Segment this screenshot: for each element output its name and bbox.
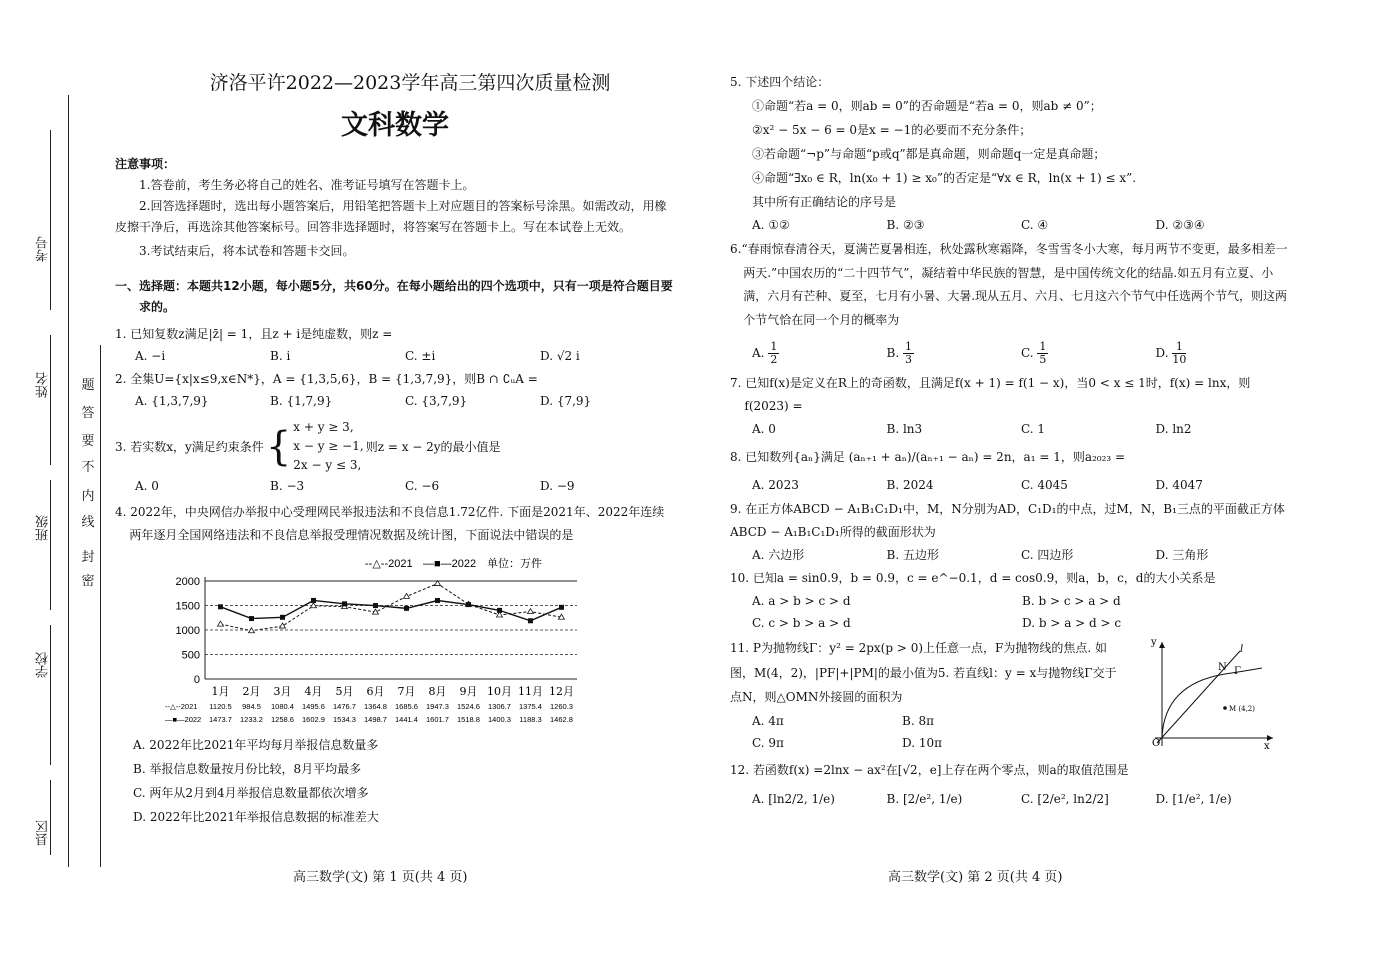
option: B. 五边形 (886, 548, 939, 562)
data-label: 1120.5 (209, 702, 232, 711)
data-label: 1375.4 (519, 702, 542, 711)
data-label: 1188.3 (519, 715, 542, 724)
y-tick-label: 1500 (175, 600, 200, 613)
denominator: 10 (1172, 353, 1187, 366)
option: C. −6 (405, 479, 440, 493)
subject-title: 文科数学 (341, 110, 449, 141)
y-label: y (1151, 637, 1157, 648)
note-item: 1.答卷前，考生务必将自己的姓名、准考证号填写在答题卡上。 (139, 178, 475, 192)
option-letter: A. (752, 346, 765, 360)
option: C. ±i (405, 349, 436, 363)
m-label: M (4,2) (1229, 705, 1255, 713)
point-2022 (497, 608, 502, 613)
fraction (1172, 341, 1186, 366)
field-line (50, 625, 51, 765)
option: B. [2/e², 1/e) (886, 791, 963, 806)
option: D. 4047 (1155, 478, 1203, 492)
option: D. √2 i (540, 349, 580, 363)
q5-item: ②x² − 5x − 6 = 0是x = −1的必要而不充分条件； (752, 123, 1032, 137)
option: A. {1,3,7,9} (135, 394, 209, 408)
case: x + y ≥ 3, (293, 420, 354, 434)
table-row-label: —■—2022 (165, 715, 202, 724)
options-q3 (115, 475, 675, 497)
q5-item: ①命题“若a = 0，则ab = 0”的否命题是“若a = 0，则ab ≠ 0”； (752, 99, 1102, 113)
y-tick-label: 1000 (175, 625, 200, 637)
x-tick-label: 7月 (397, 685, 416, 698)
option: D. ②③④ (1155, 218, 1205, 232)
origin-label: O (1152, 738, 1161, 749)
question-6: 6.“春雨惊春清谷天，夏满芒夏暑相连，秋处露秋寒霜降，冬雪雪冬小大寒，每月两节不变更，最多相差一两天.”中国农历的“二十四节气”，凝结着中华民族的智慧，是中国传统文化的结晶.如五月有立夏、小满，六月有芒种、夏至，七月有小暑、大暑.现从五月、六月、七月这六个节气中任选两个节气，则这两个节气恰在同一个月的概率为 (730, 242, 1288, 327)
x-tick-label: 8月 (428, 685, 447, 698)
q3-stem-post: 则z = x − 2y的最小值是 (365, 440, 501, 454)
note-item: 2.回答选择题时，选出每小题答案后，用铅笔把答题卡上对应题目的答案标号涂黑。如需改动，用橡皮擦干净后，再选涂其他答案标号。回答非选择题时，将答案写在答题卡上。写在本试卷上无效。 (115, 199, 667, 234)
seal-char: 要 (81, 434, 95, 449)
x-tick-label: 1月 (211, 685, 230, 698)
question-4: 4. 2022年，中央网信办举报中心受理网民举报违法和不良信息1.72亿件. 下面是2021年、2022年连续两年逐月全国网络违法和不良信息举报受理情况数据及统计图，下面说法中错误的是 (115, 505, 665, 542)
option: D. 三角形 (1155, 548, 1209, 562)
series-line-2022 (221, 600, 562, 620)
footer-right: 高三数学(文) 第 2 页(共 4 页) (888, 870, 1063, 885)
data-label: 1602.9 (302, 715, 325, 724)
question-12: 12. 若函数f(x) =2lnx − ax²在[√2，e]上存在两个零点，则a的取值范围是 (730, 762, 1129, 777)
data-label: 1534.3 (333, 715, 356, 724)
option: D. 2022年比2021年举报信息数据的标准差大 (133, 810, 379, 824)
legend-2022: —■—2022 (423, 558, 477, 570)
option: C. 两年从2月到4月举报信息数量都依次增多 (133, 786, 369, 800)
option: A. 六边形 (752, 548, 805, 562)
option: B. 举报信息数量按月份比较，8月平均最多 (133, 762, 362, 776)
data-label: 1473.7 (209, 715, 232, 724)
q5-item: ③若命题“¬p”与命题“p或q”都是真命题，则命题q一定是真命题； (752, 147, 1106, 161)
point-2022 (404, 606, 409, 611)
seal-char: 不 (81, 460, 95, 475)
line-l (1157, 651, 1240, 743)
y-arrow (1159, 642, 1165, 648)
legend-unit: 单位：万件 (487, 557, 542, 570)
seal-char: 内 (81, 489, 95, 504)
option: A. a > b > c > d (752, 594, 851, 608)
point-2022 (528, 618, 533, 623)
option: A. 0 (135, 479, 159, 493)
options-q4 (115, 733, 675, 829)
option: B. ②③ (886, 218, 925, 232)
point-2022 (373, 603, 378, 608)
point-2022 (311, 598, 316, 603)
option: A. 0 (752, 422, 776, 436)
field-name: 姓名 (36, 372, 51, 398)
option: A. −i (135, 349, 166, 363)
point-2022 (280, 615, 285, 620)
data-label: 984.5 (242, 702, 261, 711)
option: D. ln2 (1155, 422, 1192, 436)
field-school: 学校 (36, 652, 51, 678)
data-label: 1364.8 (364, 702, 387, 711)
seal-char: 密 (81, 574, 95, 589)
option-letter: C. (1021, 346, 1034, 360)
data-label: 1498.7 (364, 715, 387, 724)
x-tick-label: 12月 (549, 685, 574, 698)
option: C. 4045 (1021, 478, 1068, 492)
binding-line-inner (100, 345, 101, 867)
option: D. −9 (540, 479, 575, 493)
point-2021 (218, 621, 224, 626)
option (887, 336, 1022, 370)
denominator: 5 (1039, 353, 1047, 366)
options-q6 (730, 336, 1290, 370)
field-line (50, 780, 51, 855)
data-label: 1685.6 (395, 702, 418, 711)
point-2021 (280, 623, 286, 628)
option-letter: D. (1155, 346, 1169, 360)
point-2022 (249, 616, 254, 621)
point-m (1223, 706, 1227, 710)
fraction (1037, 341, 1048, 366)
field-exam-number: 考号 (36, 236, 51, 262)
parabola-figure (1150, 636, 1280, 751)
option: C. {3,7,9} (405, 394, 468, 408)
options-q8 (730, 474, 1290, 496)
denominator: 2 (770, 353, 778, 366)
data-label: 1080.4 (271, 702, 294, 711)
option: C. 四边形 (1021, 548, 1074, 562)
numerator: 1 (770, 340, 778, 353)
option: B. i (270, 349, 291, 363)
left-page (115, 68, 675, 829)
question-11: 11. P为抛物线Γ：y² = 2px(p > 0)上任意一点，F为抛物线的焦点. 如图，M(4，2)，|PF|+|PM|的最小值为5. 若直线l：y = x与抛物线Γ交于点N，则△OMN外接圆的面积为 (730, 641, 1117, 704)
data-label: 1400.3 (488, 715, 511, 724)
option: A. ①② (752, 218, 790, 232)
question-5: 5. 下述四个结论： (730, 75, 830, 89)
data-label: 1441.4 (395, 715, 418, 724)
y-tick-label: 500 (181, 649, 200, 662)
y-tick-label: 0 (193, 674, 200, 686)
footer-left: 高三数学(文) 第 1 页(共 4 页) (293, 870, 468, 885)
notes-heading: 注意事项： (115, 157, 176, 171)
q5-item: ④命题“∃x₀ ∈ R，ln(x₀ + 1) ≥ x₀”的否定是“∀x ∈ R，ln(x + 1) ≤ x”. (752, 171, 1137, 185)
field-line (50, 130, 51, 310)
question-11-block (730, 636, 1290, 754)
table-row-label: --△--2021 (165, 702, 198, 711)
case: 2x − y ≤ 3, (293, 458, 362, 472)
field-district: 县区 (36, 820, 51, 846)
numerator: 1 (904, 340, 912, 353)
seal-char: 题 (81, 378, 95, 393)
x-tick-label: 6月 (366, 685, 385, 698)
line-chart (115, 549, 675, 727)
point-2022 (466, 602, 471, 607)
x-tick-label: 2月 (242, 685, 261, 698)
x-tick-label: 11月 (518, 685, 543, 698)
legend-2021: --△--2021 (365, 558, 413, 570)
options-q7 (730, 418, 1290, 440)
option: C. c > b > a > d (752, 616, 851, 630)
denominator: 3 (904, 353, 912, 366)
point-2022 (342, 601, 347, 606)
question-9: 9. 在正方体ABCD − A₁B₁C₁D₁中，M，N分别为AD，C₁D₁的中点，过M，N，B₁三点的平面截正方体ABCD − A₁B₁C₁D₁所得的截面形状为 (730, 502, 1285, 539)
x-tick-label: 3月 (273, 685, 292, 698)
data-label: 1462.8 (550, 715, 573, 724)
fraction (768, 341, 779, 366)
y-tick-label: 2000 (175, 576, 200, 588)
n-label: N (1218, 662, 1227, 673)
point-2022 (218, 604, 223, 609)
option: D. [1/e², 1/e) (1155, 791, 1232, 806)
options-q9 (730, 544, 1290, 566)
option: D. b > a > d > c (1022, 616, 1122, 630)
x-tick-label: 4月 (304, 685, 323, 698)
option: A. 2022年比2021年平均每月举报信息数量多 (133, 738, 379, 752)
option: D. {7,9} (540, 394, 592, 408)
data-label: 1524.6 (457, 702, 480, 711)
option: C. 1 (1021, 422, 1046, 436)
point-2022 (559, 605, 564, 610)
binding-line-outer (68, 95, 69, 867)
point-2022 (435, 598, 440, 603)
q5-tail: 其中所有正确结论的序号是 (752, 195, 897, 209)
data-label: 1476.7 (333, 702, 356, 711)
question-1: 1. 已知复数z满足|z̄| = 1，且z + i是纯虚数，则z = (115, 327, 393, 341)
options-q5 (730, 214, 1290, 236)
options-q2 (115, 390, 675, 412)
option (1156, 336, 1291, 370)
numerator: 1 (1172, 341, 1186, 354)
question-7: 7. 已知f(x)是定义在R上的奇函数，且满足f(x + 1) = f(1 − x)，当0 < x ≤ 1时，f(x) = lnx，则f(2023) = (730, 376, 1251, 413)
option (752, 336, 887, 370)
data-label: 1518.8 (457, 715, 480, 724)
question-2: 2. 全集U={x|x≤9,x∈N*}，A = {1,3,5,6}，B = {1,3,7,9}，则B ∩ ∁ᵤA = (115, 372, 538, 386)
options-q10-row2 (730, 612, 1290, 634)
note-item: 3.考试结束后，将本试卷和答题卡交回。 (139, 244, 355, 258)
gamma-label: Γ (1234, 666, 1241, 677)
exam-title: 济洛平许2022—2023学年高三第四次质量检测 (209, 72, 611, 94)
option: B. ln3 (886, 422, 923, 436)
option: B. −3 (270, 479, 305, 493)
seal-char: 封 (81, 550, 95, 565)
data-label: 1947.3 (426, 702, 449, 711)
fraction (903, 341, 914, 366)
data-label: 1233.2 (240, 715, 263, 724)
options-q10-row1 (730, 590, 1290, 612)
data-label: 1258.6 (271, 715, 294, 724)
question-8: 8. 已知数列{aₙ}满足 (aₙ₊₁ + aₙ)/(aₙ₊₁ − aₙ) = 2n，a₁ = 1，则a₂₀₂₃ = (730, 450, 1126, 464)
x-tick-label: 5月 (335, 685, 354, 698)
options-q1 (115, 345, 675, 367)
question-10: 10. 已知a = sin0.9，b = 0.9，c = e^−0.1，d = cos0.9，则a，b，c，d的大小关系是 (730, 571, 1216, 585)
data-label: 1495.6 (302, 702, 325, 711)
question-3 (115, 418, 675, 475)
right-page (730, 70, 1290, 815)
option (1021, 336, 1156, 370)
case: x − y ≥ −1, (293, 439, 364, 453)
q3-stem-pre: 3. 若实数x，y满足约束条件 (115, 440, 264, 454)
point-2021 (404, 593, 410, 598)
numerator: 1 (1039, 340, 1047, 353)
seal-char: 答 (81, 406, 95, 421)
options-q12 (730, 783, 1290, 815)
option-letter: B. (886, 346, 900, 360)
data-label: 1260.3 (550, 702, 573, 711)
point-2021 (249, 628, 255, 633)
brace: { (265, 423, 292, 470)
field-class: 班级 (36, 515, 51, 541)
data-label: 1306.7 (488, 702, 511, 711)
parabola-curve (1162, 668, 1262, 738)
section-heading: 一、选择题：本题共12小题，每小题5分，共60分。在每小题给出的四个选项中，只有一项是符合题目要求的。 (115, 279, 673, 314)
options-q11-row2 (730, 732, 1052, 754)
x-label: x (1264, 741, 1270, 751)
field-line (50, 335, 51, 465)
l-label: l (1240, 644, 1244, 655)
option: D. 10π (902, 735, 942, 750)
option: C. 9π (752, 735, 784, 750)
option: B. 8π (902, 713, 934, 728)
option: A. 4π (752, 713, 784, 728)
option: A. [ln2/2, 1/e) (752, 791, 835, 806)
data-label: 1601.7 (426, 715, 449, 724)
option: B. {1,7,9} (270, 394, 333, 408)
option: C. ④ (1021, 218, 1049, 232)
q3-cases (293, 418, 363, 475)
point-2021 (528, 609, 534, 614)
option: A. 2023 (752, 478, 799, 492)
field-line (50, 480, 51, 610)
option: B. 2024 (886, 478, 934, 492)
x-tick-label: 9月 (459, 685, 478, 698)
option: B. b > c > a > d (1022, 594, 1121, 608)
x-tick-label: 10月 (487, 685, 512, 698)
options-q11-row1 (730, 710, 1052, 732)
option: C. [2/e², ln2/2] (1021, 791, 1109, 806)
seal-char: 线 (81, 515, 95, 530)
